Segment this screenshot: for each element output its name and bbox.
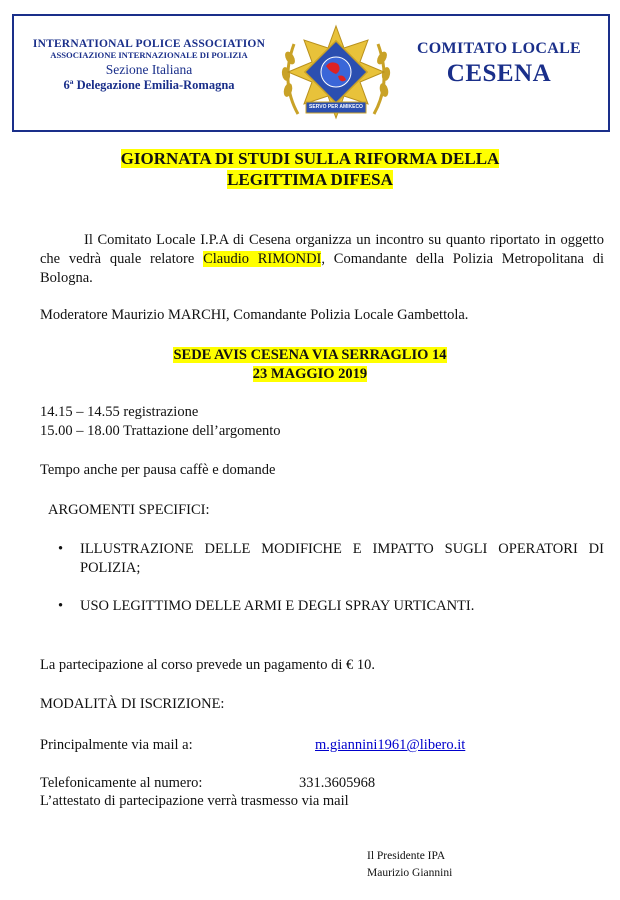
association-name-italian: ASSOCIAZIONE INTERNAZIONALE DI POLIZIA [50,50,248,60]
speaker-name: Claudio RIMONDI [203,251,322,267]
topics-heading: ARGOMENTI SPECIFICI: [48,502,210,518]
event-date: 23 MAGGIO 2019 [252,366,368,382]
association-name: INTERNATIONAL POLICE ASSOCIATION [32,38,266,50]
committee-city: CESENA [446,60,552,87]
association-name-block [24,38,274,93]
topic-text: USO LEGITTIMO DELLE ARMI E DEGLI SPRAY URTICANTI. [80,598,475,614]
mail-row [40,737,600,754]
venue-block [0,346,620,384]
letterhead [12,14,610,132]
title-line-1: GIORNATA DI STUDI SULLA RIFORMA DELLA [120,149,500,168]
email-link[interactable]: m.giannini1961@libero.it [315,737,466,753]
signature-role: Il Presidente IPA [367,850,446,862]
bullet-icon: • [58,541,64,557]
phone-row [40,775,600,792]
mail-label: Principalmente via mail a: [40,737,193,753]
signature-name: Maurizio Giannini [367,867,453,879]
intro-text-before: Il Comitato Locale I.P.A di Cesena organizza un incontro su quanto riportato in oggetto che vedrà quale relatore [40,232,604,267]
registration-heading: MODALITÀ DI ISCRIZIONE: [40,696,225,712]
schedule [40,403,281,441]
intro-text-after: , Comandante della Polizia Metropolitana di Bologna. [40,251,604,286]
schedule-item: 14.15 – 14.55 registrazione [40,404,199,420]
moderator-line: Moderatore Maurizio MARCHI, Comandante Polizia Locale Gambettola. [40,307,469,323]
schedule-item: 15.00 – 18.00 Trattazione dell’argomento [40,423,281,439]
delegation-name: 6ª Delegazione Emilia-Romagna [63,78,235,92]
phone-label: Telefonicamente al numero: [40,775,203,791]
certificate-note: L’attestato di partecipazione verrà trasmesso via mail [40,793,349,809]
signature-block [367,848,452,882]
logo-motto: SERVO PER AMIKECO [309,104,363,110]
local-committee-block [399,40,599,88]
topic-text: ILLUSTRAZIONE DELLE MODIFICHE E IMPATTO SUGLI OPERATORI DI POLIZIA; [80,541,604,576]
phone-number: 331.3605968 [299,775,376,791]
venue-place: SEDE AVIS CESENA VIA SERRAGLIO 14 [173,347,447,363]
section-name: Sezione Italiana [105,62,193,77]
committee-label: COMITATO LOCALE [416,40,582,57]
topic-list-item [58,598,604,615]
topic-list-item [58,540,604,578]
fee-line: La partecipazione al corso prevede un pagamento di € 10. [40,657,375,673]
page-title [0,148,620,190]
intro-paragraph [40,231,604,288]
title-line-2: LEGITTIMA DIFESA [227,170,393,189]
bullet-icon: • [58,598,64,614]
break-note: Tempo anche per pausa caffè e domande [40,462,276,478]
